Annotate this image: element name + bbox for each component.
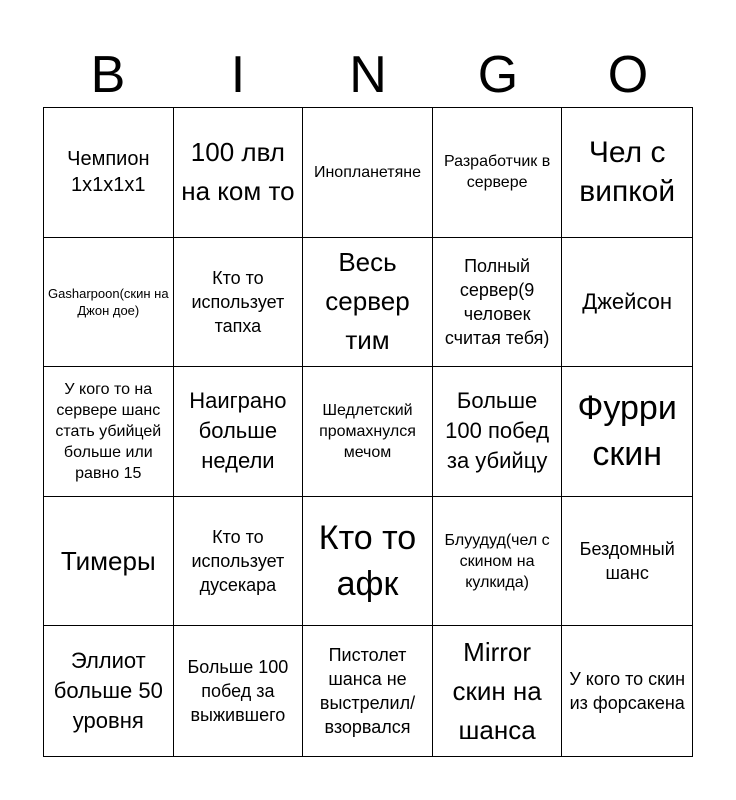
- bingo-cell[interactable]: [303, 108, 433, 238]
- bingo-cell[interactable]: [562, 497, 692, 627]
- cell-text: Чемпион 1x1x1x1: [67, 148, 150, 197]
- bingo-cell[interactable]: [303, 367, 433, 497]
- bingo-cell[interactable]: [44, 626, 174, 756]
- cell-text: Кто то использует дусекара: [191, 527, 285, 596]
- cell-text: Пистолет шанса не выстрелил/взорвался: [319, 645, 416, 738]
- bingo-cell[interactable]: [433, 238, 563, 368]
- bingo-cell[interactable]: [433, 626, 563, 756]
- bingo-cell[interactable]: [303, 238, 433, 368]
- header-letter-g: G: [477, 46, 519, 104]
- bingo-cell[interactable]: [174, 108, 304, 238]
- cell-text: Gasharpoon(скин на Джон дое): [48, 285, 169, 318]
- bingo-cell[interactable]: [303, 626, 433, 756]
- cell-text: Фурри скин: [577, 389, 677, 474]
- bingo-cell[interactable]: [562, 238, 692, 368]
- bingo-cell[interactable]: [562, 367, 692, 497]
- bingo-cell[interactable]: [562, 626, 692, 756]
- header-letter-n: N: [349, 46, 387, 104]
- cell-text: Весь сервер тим: [325, 247, 410, 356]
- bingo-cell[interactable]: [174, 238, 304, 368]
- cell-text: Инопланетяне: [313, 163, 422, 181]
- cell-text: Кто то использует тапха: [191, 267, 285, 336]
- cell-text: Наиграно больше недели: [189, 388, 287, 474]
- cell-text: Больше 100 побед за убийцу: [445, 388, 550, 474]
- header-letter-o: O: [607, 46, 649, 104]
- cell-text: Больше 100 побед за выжившего: [187, 657, 289, 726]
- bingo-cell[interactable]: [174, 367, 304, 497]
- bingo-header: [43, 42, 693, 108]
- bingo-cell[interactable]: [174, 497, 304, 627]
- cell-text: Разработчик в сервере: [443, 153, 551, 192]
- cell-text: Эллиот больше 50 уровня: [53, 648, 163, 734]
- header-letter-b: B: [90, 46, 126, 104]
- cell-text: Блуудуд(чел с скином на кулкида): [444, 531, 550, 591]
- cell-text: 100 лвл на ком то: [181, 137, 295, 207]
- bingo-cell[interactable]: [44, 367, 174, 497]
- cell-text: Тимеры: [60, 545, 156, 576]
- cell-text: Джейсон: [582, 288, 673, 314]
- header-letter-i: I: [230, 46, 246, 104]
- bingo-cell[interactable]: [433, 367, 563, 497]
- cell-text: У кого то скин из форсакена: [569, 669, 686, 714]
- cell-text: Полный сервер(9 человек считая тебя): [444, 255, 550, 348]
- cell-text: Mirror скин на шанса: [452, 636, 542, 745]
- cell-text: Чел с випкой: [579, 136, 676, 209]
- cell-text: У кого то на сервере шанс стать убийцей больше или равно 15: [55, 380, 162, 482]
- bingo-cell[interactable]: [44, 497, 174, 627]
- cell-text: Кто то афк: [318, 519, 417, 604]
- cell-text: Шедлетский промахнулся мечом: [319, 401, 416, 461]
- bingo-cell[interactable]: [433, 497, 563, 627]
- bingo-cell[interactable]: [433, 108, 563, 238]
- cell-text: Бездомный шанс: [579, 539, 675, 584]
- bingo-cell[interactable]: [303, 497, 433, 627]
- bingo-cell[interactable]: [174, 626, 304, 756]
- bingo-cell[interactable]: [562, 108, 692, 238]
- bingo-cell[interactable]: [44, 108, 174, 238]
- bingo-board: [43, 107, 693, 757]
- bingo-cell[interactable]: [44, 238, 174, 368]
